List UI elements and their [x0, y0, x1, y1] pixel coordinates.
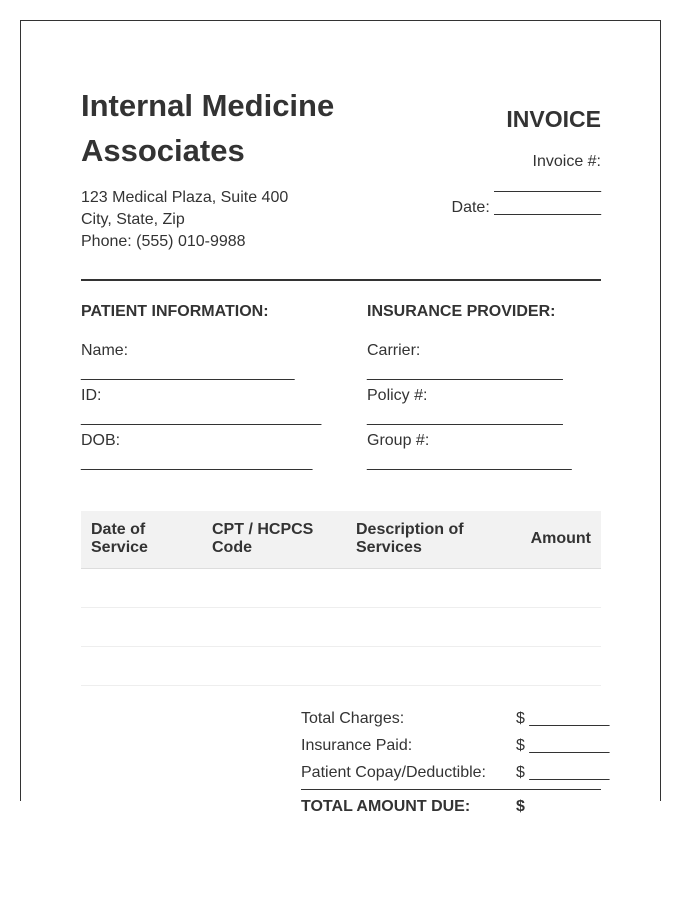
- carrier-field[interactable]: [367, 340, 563, 384]
- clinic-phone: Phone: (555) 010-9988: [81, 233, 246, 250]
- carrier-label: Carrier:: [367, 342, 421, 359]
- group-blank[interactable]: _______________________: [367, 454, 572, 471]
- patient-id-field[interactable]: [81, 385, 321, 429]
- header-date-line-2: Service: [91, 539, 148, 556]
- patient-name-blank[interactable]: ________________________: [81, 364, 295, 381]
- copay-value[interactable]: $ _________: [516, 764, 610, 781]
- header-cpt-line-1: CPT / HCPCS: [212, 521, 314, 538]
- invoice-meta: [381, 105, 601, 219]
- header-cpt-code: [212, 521, 313, 557]
- patient-name-field[interactable]: [81, 340, 295, 384]
- patient-id-label: ID:: [81, 387, 102, 404]
- clinic-address: [81, 187, 288, 253]
- header-divider: [81, 279, 601, 281]
- copay-row: [301, 759, 610, 786]
- total-due-value[interactable]: $: [516, 798, 525, 815]
- insurance-paid-row: [301, 732, 610, 759]
- header-desc-line-1: Description of: [356, 521, 464, 538]
- insurance-provider-title: INSURANCE PROVIDER:: [367, 303, 556, 320]
- policy-label: Policy #:: [367, 387, 428, 404]
- services-table: [81, 511, 601, 686]
- patient-name-label: Name:: [81, 342, 129, 359]
- services-table-header: [81, 511, 601, 569]
- address-line-1: 123 Medical Plaza, Suite 400: [81, 189, 289, 206]
- header-desc-line-2: Services: [356, 539, 422, 556]
- policy-blank[interactable]: ______________________: [367, 409, 563, 426]
- header-description: [356, 521, 464, 557]
- header-date-of-service: [91, 521, 148, 557]
- total-charges-row: [301, 705, 610, 732]
- carrier-blank[interactable]: ______________________: [367, 364, 563, 381]
- invoice-number-field[interactable]: ____________: [494, 176, 601, 193]
- copay-label: Patient Copay/Deductible:: [301, 764, 486, 781]
- table-row[interactable]: [81, 647, 601, 686]
- insurance-paid-label: Insurance Paid:: [301, 737, 413, 754]
- totals-separator: [301, 789, 601, 790]
- patient-id-blank[interactable]: ___________________________: [81, 409, 322, 426]
- clinic-name: Internal Medicine Associates: [81, 88, 335, 168]
- total-charges-label: Total Charges:: [301, 710, 405, 727]
- table-row[interactable]: [81, 569, 601, 608]
- policy-field[interactable]: [367, 385, 563, 429]
- group-label: Group #:: [367, 432, 430, 449]
- address-line-2: City, State, Zip: [81, 211, 185, 228]
- header-date-line-1: Date of: [91, 521, 146, 538]
- patient-dob-blank[interactable]: __________________________: [81, 454, 313, 471]
- patient-info-title: PATIENT INFORMATION:: [81, 303, 269, 320]
- header-cpt-line-2: Code: [212, 539, 252, 556]
- invoice-date-field[interactable]: Date: ____________: [451, 199, 601, 216]
- patient-dob-label: DOB:: [81, 432, 121, 449]
- invoice-number-label: Invoice #:: [532, 153, 601, 170]
- total-due-row: [301, 793, 601, 820]
- insurance-paid-value[interactable]: $ _________: [516, 737, 610, 754]
- table-row[interactable]: [81, 608, 601, 647]
- invoice-title: INVOICE: [506, 106, 601, 132]
- group-field[interactable]: [367, 430, 572, 474]
- header-amount: Amount: [530, 530, 591, 547]
- patient-dob-field[interactable]: [81, 430, 312, 474]
- invoice-page: [20, 20, 661, 815]
- total-due-label: TOTAL AMOUNT DUE:: [301, 798, 471, 815]
- total-charges-value[interactable]: $ _________: [516, 710, 610, 727]
- totals-section: [301, 705, 610, 820]
